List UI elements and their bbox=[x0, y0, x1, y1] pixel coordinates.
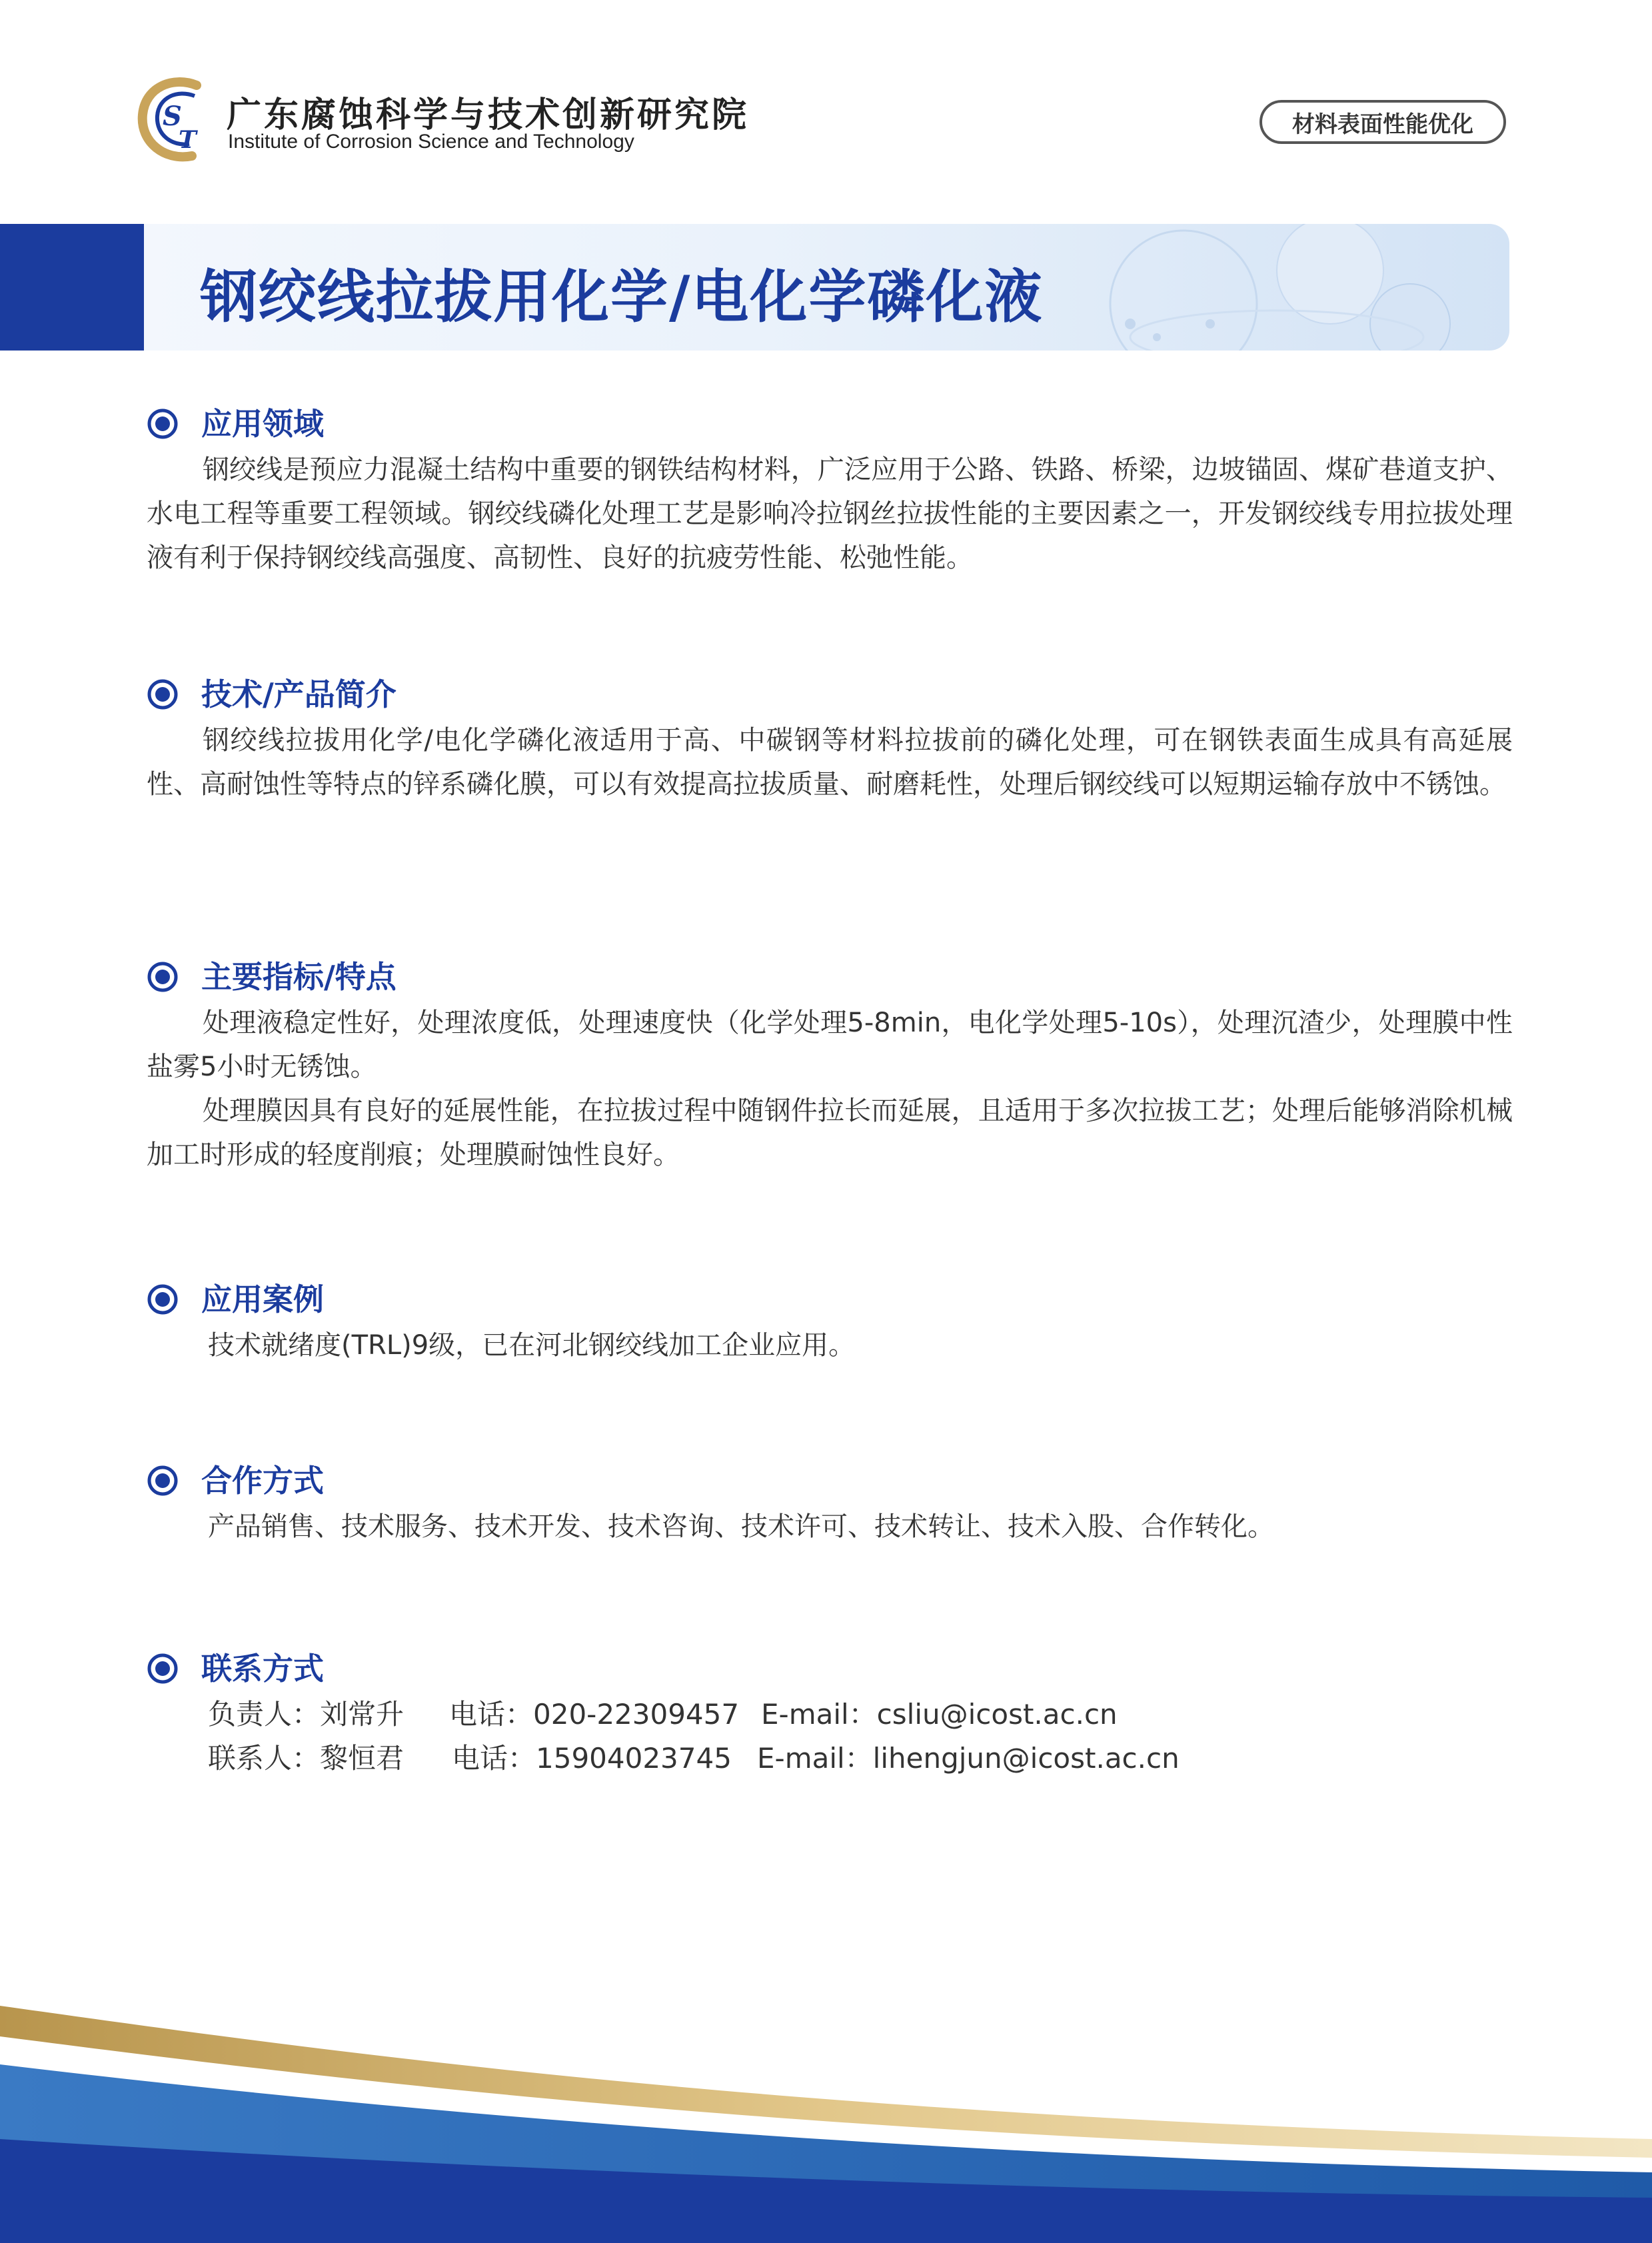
circle-bullet-icon bbox=[147, 961, 179, 993]
section-body-2: 处理膜因具有良好的延展性能，在拉拔过程中随钢件拉长而延展，且适用于多次拉拔工艺；处理后能够消除机械加工时形成的轻度削痕；处理膜耐蚀性良好。 bbox=[147, 1096, 1513, 1170]
contact-row-2 bbox=[208, 1737, 1513, 1781]
section-title: 主要指标/特点 bbox=[201, 959, 397, 995]
title-accent-bar bbox=[0, 224, 144, 351]
category-tag: 材料表面性能优化 bbox=[1259, 100, 1506, 144]
contact-person: 负责人：刘常升 bbox=[208, 1698, 405, 1731]
section-title: 应用案例 bbox=[201, 1281, 324, 1317]
section-title: 技术/产品简介 bbox=[201, 676, 397, 712]
section-cooperation bbox=[147, 1461, 1513, 1549]
contact-person: 联系人：黎恒君 bbox=[208, 1742, 405, 1775]
logo-chinese-name: 广东腐蚀科学与技术创新研究院 bbox=[227, 95, 750, 135]
footer-wave-decoration bbox=[0, 1972, 1652, 2243]
circle-bullet-icon bbox=[147, 1465, 179, 1497]
section-cases bbox=[147, 1279, 1513, 1367]
logo-english-name: Institute of Corrosion Science and Technology bbox=[228, 131, 634, 153]
circle-bullet-icon bbox=[147, 1283, 179, 1315]
contact-email[interactable]: E-mail：lihengjun@icost.ac.cn bbox=[757, 1742, 1180, 1775]
section-title: 合作方式 bbox=[201, 1463, 324, 1499]
circle-bullet-icon bbox=[147, 678, 179, 710]
contact-email[interactable]: E-mail：csliu@icost.ac.cn bbox=[761, 1698, 1118, 1731]
section-intro bbox=[147, 674, 1513, 806]
section-body: 技术就绪度(TRL)9级，已在河北钢绞线加工企业应用。 bbox=[208, 1330, 856, 1361]
section-contact bbox=[147, 1649, 1513, 1781]
title-banner bbox=[144, 224, 1509, 351]
section-title: 联系方式 bbox=[201, 1651, 324, 1687]
contact-phone: 电话：020-22309457 bbox=[449, 1698, 740, 1731]
section-body: 产品销售、技术服务、技术开发、技术咨询、技术许可、技术转让、技术入股、合作转化。 bbox=[208, 1511, 1274, 1542]
svg-text:S: S bbox=[163, 101, 182, 132]
section-title: 应用领域 bbox=[201, 406, 324, 442]
section-application bbox=[147, 404, 1513, 580]
section-body: 钢绞线是预应力混凝土结构中重要的钢铁结构材料，广泛应用于公路、铁路、桥梁，边坡锚固、煤矿巷道支护、水电工程等重要工程领域。钢绞线磷化处理工艺是影响冷拉钢丝拉拔性能的主要因素之一，开发钢绞线专用拉拔处理液有利于保持钢绞线高强度、高韧性、良好的抗疲劳性能、松弛性能。 bbox=[147, 454, 1513, 573]
section-features bbox=[147, 957, 1513, 1177]
circle-bullet-icon bbox=[147, 408, 179, 440]
svg-text:T: T bbox=[179, 126, 197, 154]
section-body: 钢绞线拉拔用化学/电化学磷化液适用于高、中碳钢等材料拉拔前的磷化处理，可在钢铁表面生成具有高延展性、高耐蚀性等特点的锌系磷化膜，可以有效提高拉拔质量、耐磨耗性，处理后钢绞线可以短期运输存放中不锈蚀。 bbox=[147, 725, 1513, 800]
cst-logo-icon bbox=[133, 73, 220, 167]
page-title: 钢绞线拉拔用化学/电化学磷化液 bbox=[200, 264, 1044, 331]
section-body-1: 处理液稳定性好，处理浓度低，处理速度快（化学处理5-8min，电化学处理5-10s），处理沉渣少，处理膜中性盐雾5小时无锈蚀。 bbox=[147, 1008, 1513, 1082]
contact-row-1 bbox=[208, 1693, 1513, 1737]
institute-logo bbox=[133, 73, 833, 167]
circle-bullet-icon bbox=[147, 1653, 179, 1685]
contact-phone: 电话：15904023745 bbox=[452, 1742, 732, 1775]
